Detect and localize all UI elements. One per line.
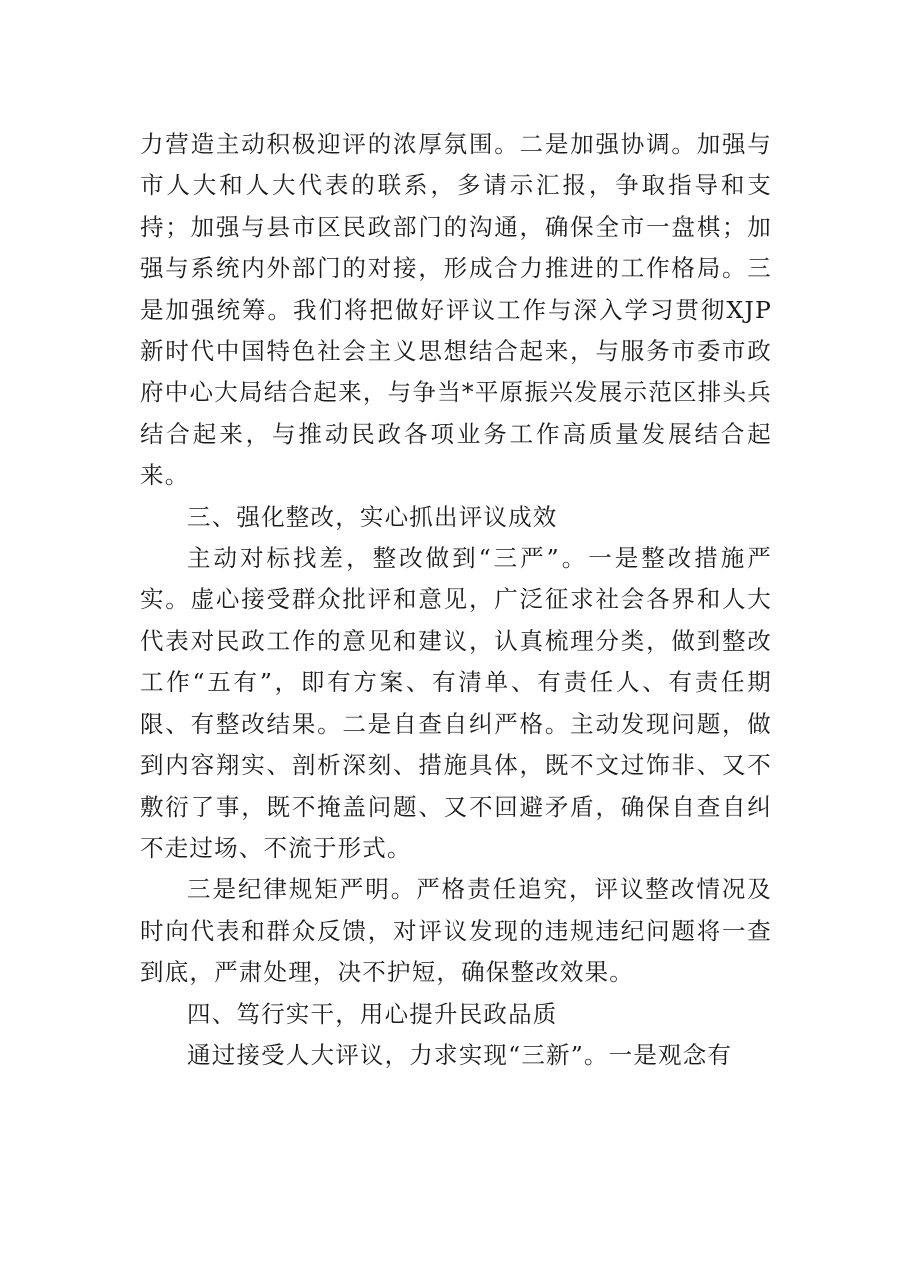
paragraph-discipline: 三是纪律规矩严明。严格责任追究，评议整改情况及时向代表和群众反馈，对评议发现的违规违纪问题将一查到底，严肃处理，决不护短，确保整改效果。 bbox=[140, 875, 772, 987]
document-body bbox=[140, 124, 772, 1076]
paragraph-three-new: 通过接受人大评议，力求实现“三新”。一是观念有 bbox=[187, 1040, 733, 1069]
section-heading-4: 四、笃行实干，用心提升民政品质 bbox=[187, 999, 558, 1028]
section-heading-3: 三、强化整改，实心抓出评议成效 bbox=[187, 502, 558, 531]
paragraph-rectification: 主动对标找差，整改做到“三严”。一是整改措施严实。虚心接受群众批评和意见，广泛征求社会各界和人大代表对民政工作的意见和建议，认真梳理分类，做到整改工作“五有”，即有方案、有清单、有责任人、有责任期限、有整改结果。二是自查自纠严格。主动发现问题，做到内容翔实、剖析深刻、措施具体，既不文过饰非、又不敷衍了事，既不掩盖问题、又不回避矛盾，确保自查自纠不走过场、不流于形式。 bbox=[140, 544, 772, 862]
paragraph-continued: 力营造主动积极迎评的浓厚氛围。二是加强协调。加强与市人大和人大代表的联系，多请示汇报，争取指导和支持；加强与县市区民政部门的沟通，确保全市一盘棋；加强与系统内外部门的对接，形成合力推进的工作格局。三是加强统筹。我们将把做好评议工作与深入学习贯彻XJP新时代中国特色社会主义思想结合起来，与服务市委市政府中心大局结合起来，与争当*平原振兴发展示范区排头兵结合起来，与推动民政各项业务工作高质量发展结合起来。 bbox=[140, 130, 772, 490]
